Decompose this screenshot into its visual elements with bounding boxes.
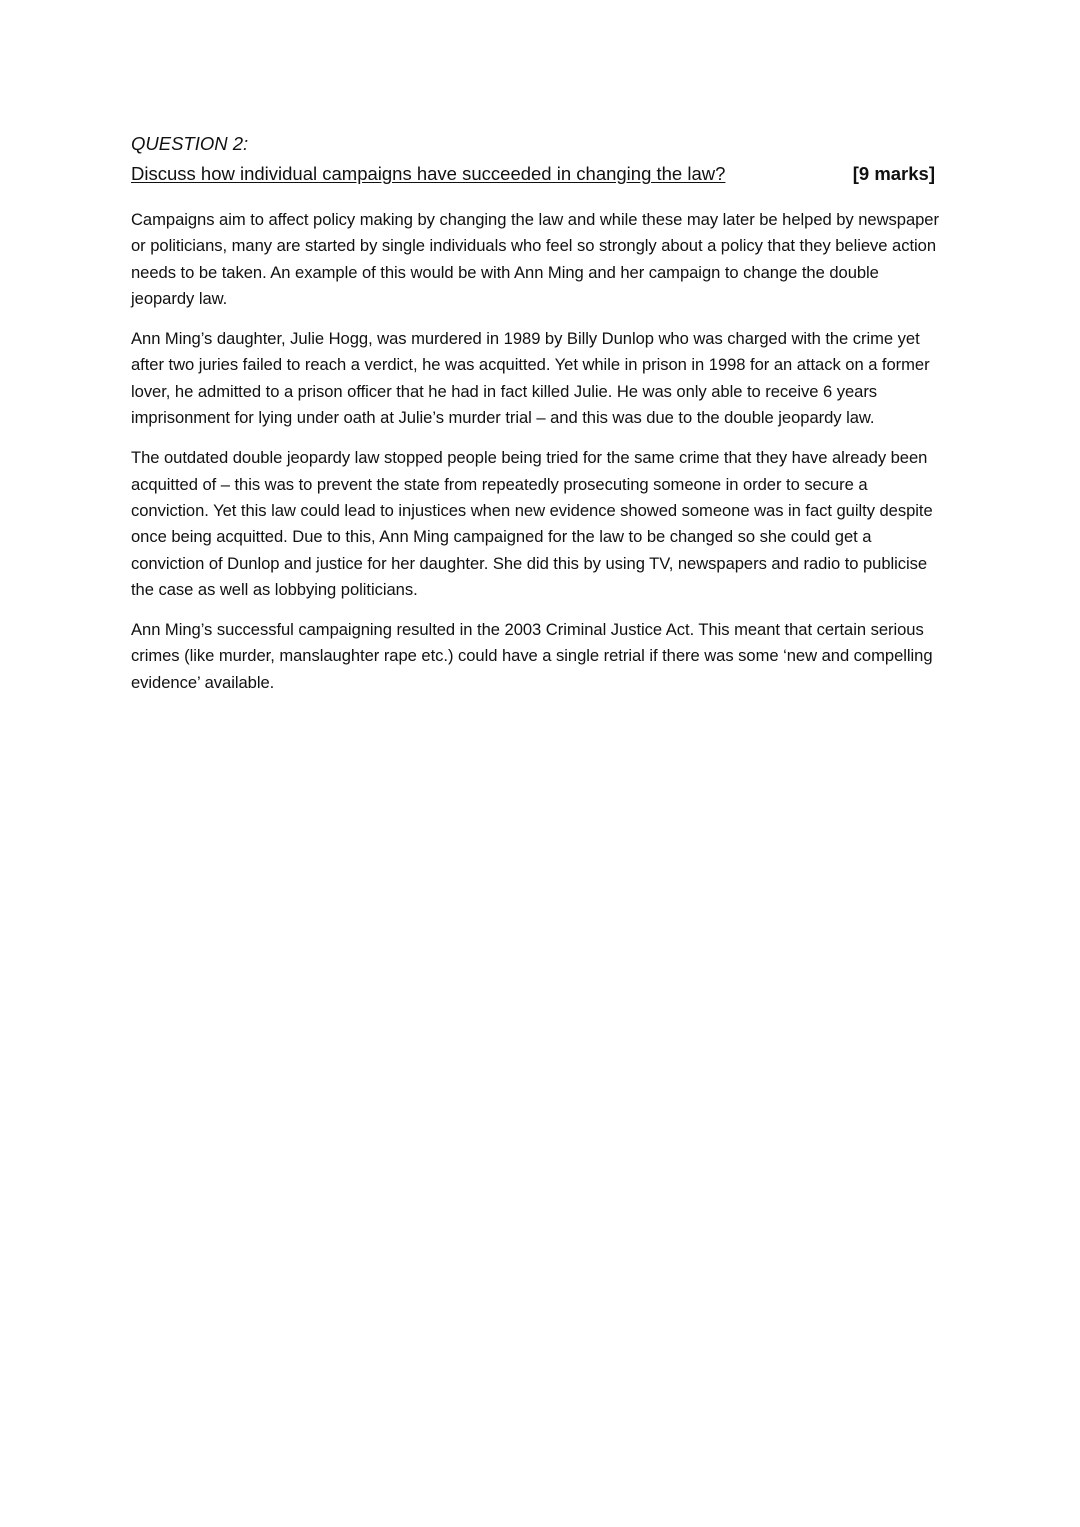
marks-badge: [9 marks] [852,163,935,184]
question-text: Discuss how individual campaigns have succeeded in changing the law? [131,163,726,184]
answer-paragraph-3: The outdated double jeopardy law stopped people being tried for the same crime that they have already been acquitted of – this was to prevent the state from repeatedly prosecuting someone in order to secure a conviction. Yet this law could lead to injustices when new evidence showed someone was in fact guilty despite once being acquitted. Due to this, Ann Ming campaigned for the law to be changed so she could get a conviction of Dunlop and justice for her daughter. She did this by using TV, newspapers and radio to publicise the case as well as lobbying politicians. [131,448,933,599]
answer-paragraph-4: Ann Ming’s successful campaigning resulted in the 2003 Criminal Justice Act. This meant that certain serious crimes (like murder, manslaughter rape etc.) could have a single retrial if there was some ‘new and compelling evidence’ available. [131,620,933,692]
question-label: QUESTION 2: [131,133,249,154]
question-header [131,161,935,187]
answer-paragraph-2: Ann Ming’s daughter, Julie Hogg, was murdered in 1989 by Billy Dunlop who was charged with the crime yet after two juries failed to reach a verdict, he was acquitted. Yet while in prison in 1998 for an attack on a former lover, he admitted to a prison officer that he had in fact killed Julie. He was only able to receive 6 years imprisonment for lying under oath at Julie’s murder trial – and this was due to the double jeopardy law. [131,329,930,428]
document-content [131,131,943,710]
answer-paragraph-1: Campaigns aim to affect policy making by changing the law and while these may later be helped by newspaper or politicians, many are started by single individuals who feel so strongly about a policy that they believe action needs to be taken. An example of this would be with Ann Ming and her campaign to change the double jeopardy law. [131,210,939,308]
